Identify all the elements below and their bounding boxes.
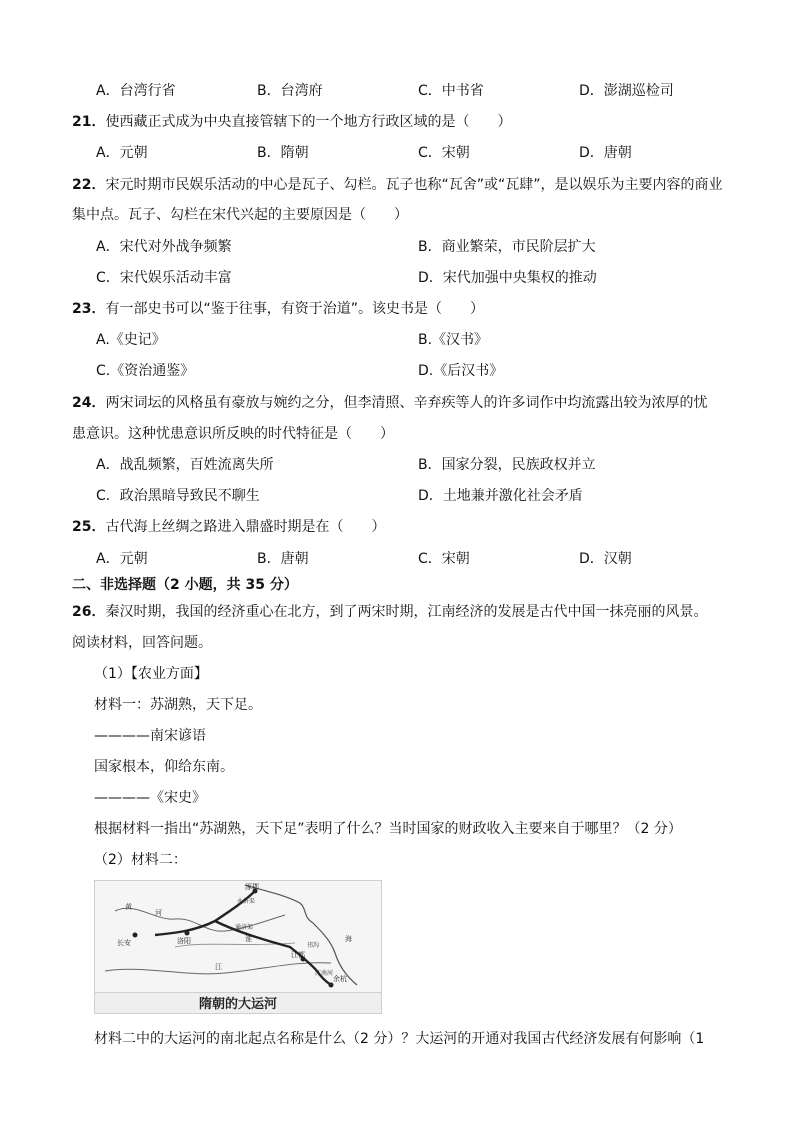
material-1-text-2: 国家根本，仰给东南。 xyxy=(94,759,234,775)
part-1-heading: （1）【农业方面】 xyxy=(94,666,208,682)
q22-option-a: A．宋代对外战争频繁 xyxy=(96,239,232,255)
map-drawing xyxy=(95,881,381,993)
question-26 xyxy=(72,602,707,622)
q20-option-c: C．中书省 xyxy=(418,83,484,99)
map-label-jiangdu: 江都 xyxy=(291,951,305,959)
question-24-line2: 患意识。这种忧患意识所反映的时代特征是（ ） xyxy=(72,426,394,442)
map-label-hangou: 邗沟 xyxy=(307,942,320,949)
question-number: 21． xyxy=(72,114,106,130)
q23-option-b: B.《汉书》 xyxy=(418,332,489,348)
map-label-huai: 淮 xyxy=(245,935,252,943)
map-label-he: 河 xyxy=(155,909,162,917)
map-label-huang: 黄 xyxy=(125,903,132,911)
question-22 xyxy=(72,175,723,195)
question-22-line2: 集中点。瓦子、勾栏在宋代兴起的主要原因是（ ） xyxy=(72,207,408,223)
question-number: 22． xyxy=(72,177,106,193)
map-label-tongjiqu: 通济渠 xyxy=(235,924,254,931)
q23-option-d: D.《后汉书》 xyxy=(418,363,504,379)
question-stem-line1: 秦汉时期，我国的经济重心在北方，到了两宋时期，江南经济的发展是古代中国一抹亮丽的风景。 xyxy=(105,604,708,620)
material-1-source: ————南宋谚语 xyxy=(94,728,206,744)
question-25 xyxy=(72,517,385,537)
question-21 xyxy=(72,112,511,132)
part-1-question: 根据材料一指出“苏湖熟，天下足”表明了什么？当时国家的财政收入主要来自于哪里？（2 分） xyxy=(94,821,682,837)
q20-option-b: B．台湾府 xyxy=(257,83,323,99)
question-stem-line1: 宋元时期市民娱乐活动的中心是瓦子、勾栏。瓦子也称“瓦舍”或“瓦肆”，是以娱乐为主要内容的商业 xyxy=(105,177,723,193)
question-number: 24． xyxy=(72,395,106,411)
q25-option-c: C．宋朝 xyxy=(418,551,470,567)
q21-option-a: A．元朝 xyxy=(96,145,148,161)
question-number: 23． xyxy=(72,301,106,317)
question-number: 26． xyxy=(72,604,106,620)
question-23 xyxy=(72,299,484,319)
map-label-zhuojun: 涿郡 xyxy=(245,883,259,891)
map-label-yongjiqu: 永济渠 xyxy=(237,898,256,905)
map-label-luoyang: 洛阳 xyxy=(177,937,191,945)
q25-option-a: A．元朝 xyxy=(96,551,148,567)
q21-option-d: D．唐朝 xyxy=(579,145,632,161)
question-24 xyxy=(72,393,707,413)
map-label-jiangnanhe: 江南河 xyxy=(315,970,334,977)
material-1-source-2: ————《宋史》 xyxy=(94,790,206,806)
part-2-heading: （2）材料二： xyxy=(94,852,187,868)
q21-option-b: B．隋朝 xyxy=(257,145,309,161)
question-stem-line1: 两宋词坛的风格虽有豪放与婉约之分，但李清照、辛弃疾等人的许多词作中均流露出较为浓厚的忧 xyxy=(105,395,708,411)
question-number: 25． xyxy=(72,519,106,535)
map-label-changan: 长安 xyxy=(117,939,131,947)
q22-option-d: D．宋代加强中央集权的推动 xyxy=(418,270,597,286)
q21-option-c: C．宋朝 xyxy=(418,145,470,161)
map-label-yuhang: 余杭 xyxy=(333,975,347,983)
q24-option-c: C．政治黑暗导致民不聊生 xyxy=(96,488,260,504)
q23-option-c: C.《资治通鉴》 xyxy=(96,363,195,379)
material-1-text: 材料一：苏湖熟，天下足。 xyxy=(94,697,262,713)
question-stem: 使西藏正式成为中央直接管辖下的一个地方行政区域的是（ ） xyxy=(105,114,512,130)
map-label-jiang: 江 xyxy=(215,963,222,971)
q24-option-b: B．国家分裂，民族政权并立 xyxy=(418,457,596,473)
q22-option-b: B．商业繁荣，市民阶层扩大 xyxy=(418,239,596,255)
q24-option-d: D．土地兼并激化社会矛盾 xyxy=(418,488,583,504)
grand-canal-map xyxy=(94,880,382,1014)
q20-option-d: D．澎湖巡检司 xyxy=(579,83,674,99)
question-stem: 有一部史书可以“鉴于往事，有资于治道”。该史书是（ ） xyxy=(105,301,484,317)
q20-option-a: A．台湾行省 xyxy=(96,83,176,99)
question-stem: 古代海上丝绸之路进入鼎盛时期是在（ ） xyxy=(105,519,386,535)
q24-option-a: A．战乱频繁，百姓流离失所 xyxy=(96,457,274,473)
q22-option-c: C．宋代娱乐活动丰富 xyxy=(96,270,232,286)
q23-option-a: A.《史记》 xyxy=(96,332,166,348)
part-2-question: 材料二中的大运河的南北起点名称是什么（2 分）？大运河的开通对我国古代经济发展有何影响（1 xyxy=(94,1031,705,1047)
q25-option-d: D．汉朝 xyxy=(579,551,632,567)
map-label-hai: 海 xyxy=(345,935,352,943)
question-26-line2: 阅读材料，回答问题。 xyxy=(72,635,212,651)
q25-option-b: B．唐朝 xyxy=(257,551,309,567)
map-caption: 隋朝的大运河 xyxy=(95,992,381,1013)
section-heading: 二、非选择题（2 小题，共 35 分） xyxy=(72,577,298,593)
